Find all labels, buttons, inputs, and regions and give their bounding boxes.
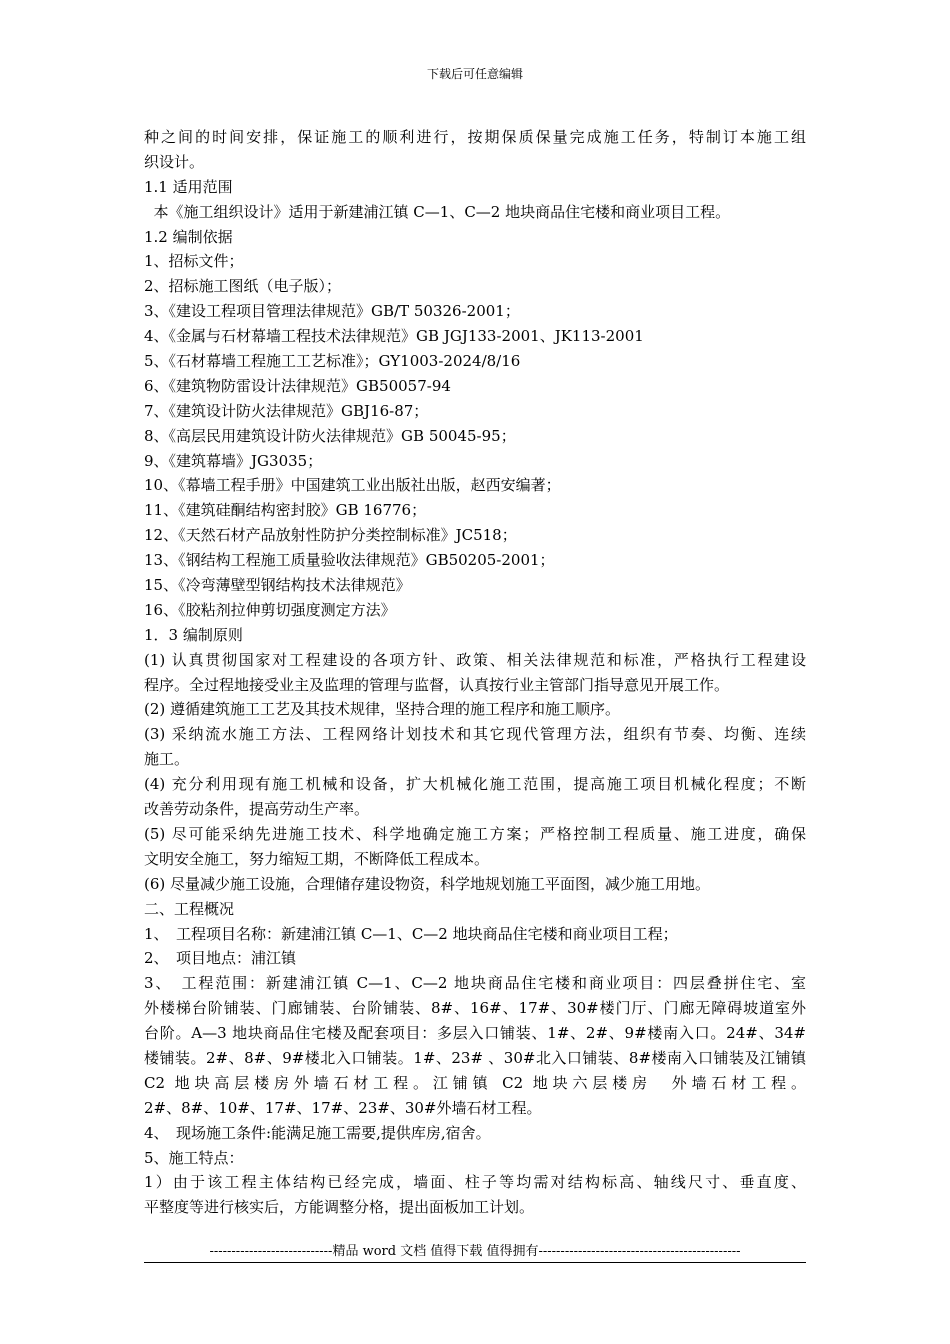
page-footer: ----------------------------精品 word 文档 值得下载 值得拥有---------------------------------------------- [209, 1244, 741, 1259]
footer-rule [144, 1262, 806, 1263]
text-line: 程序。全过程地接受业主及监理的管理与监督，认真按行业主管部门指导意见开展工作。 [144, 675, 730, 694]
section-heading: 1．3 编制原则 [144, 625, 243, 644]
text-line: 台阶。A—3 地块商品住宅楼及配套项目：多层入口铺装、1#、2#、9#楼南入口。24#、34# [144, 1024, 806, 1043]
list-item: 13、《钢结构工程施工质量验收法律规范》GB50205-2001； [144, 551, 555, 570]
list-item: 1、 工程项目名称：新建浦江镇 C—1、C—2 地块商品住宅楼和商业项目工程； [144, 924, 678, 943]
text-line: (4) 充分利用现有施工机械和设备，扩大机械化施工范围，提高施工项目机械化程度；不断 [144, 775, 806, 794]
list-item: 6、《建筑物防雷设计法律规范》GB50057-94 [144, 376, 451, 395]
text-line: 楼铺装。2#、8#、9#楼北入口铺装。1#、23# 、30#北入口铺装、8#楼南入口铺装及江铺镇 [144, 1048, 806, 1067]
text-line: 2#、8#、10#、17#、17#、23#、30#外墙石材工程。 [144, 1098, 542, 1117]
list-item: 7、《建筑设计防火法律规范》GBJ16-87； [144, 401, 429, 420]
text-line: 1）由于该工程主体结构已经完成，墙面、柱子等均需对结构标高、轴线尺寸、垂直度、 [144, 1173, 806, 1192]
section-heading: 1.1 适用范围 [144, 177, 233, 196]
list-item: 9、《建筑幕墙》JG3035； [144, 451, 323, 470]
list-item: 5、《石材幕墙工程施工工艺标准》；GY1003-2024/8/16 [144, 352, 521, 371]
text-line: 本《施工组织设计》适用于新建浦江镇 C—1、C—2 地块商品住宅楼和商业项目工程。 [144, 202, 731, 221]
list-item: 1、招标文件； [144, 252, 244, 271]
page-header: 下载后可任意编辑 [426, 67, 523, 81]
list-item: 2、 项目地点：浦江镇 [144, 949, 297, 968]
list-item: 11、《建筑硅酮结构密封胶》GB 16776； [144, 501, 427, 520]
text-line: 文明安全施工，努力缩短工期，不断降低工程成本。 [144, 849, 490, 868]
text-line: (1) 认真贯彻国家对工程建设的各项方针、政策、相关法律规范和标准，严格执行工程建设 [144, 650, 806, 669]
list-item: 4、《金属与石材幕墙工程技术法律规范》GB JGJ133-2001、JK113-2001 [144, 327, 644, 346]
text-line: (3) 采纳流水施工方法、工程网络计划技术和其它现代管理方法，组织有节奏、均衡、连续 [144, 725, 806, 744]
text-line: 织设计。 [144, 152, 205, 171]
list-item: 2、招标施工图纸（电子版）； [144, 277, 342, 296]
text-line: C2 地块高层楼房外墙石材工程。江铺镇 C2 地块六层楼房 外墙石材工程。 [144, 1073, 806, 1092]
list-item: 16、《胶粘剂拉伸剪切强度测定方法》 [144, 600, 396, 619]
section-heading: 二、工程概况 [144, 899, 235, 918]
section-heading: 1.2 编制依据 [144, 227, 233, 246]
list-item: 3、《建设工程项目管理法律规范》GB/T 50326-2001； [144, 302, 520, 321]
document-body [144, 125, 806, 1220]
text-line: 种之间的时间安排，保证施工的顺利进行，按期保质保量完成施工任务，特制订本施工组 [144, 128, 806, 146]
text-line: 平整度等进行核实后，方能调整分格，提出面板加工计划。 [144, 1198, 535, 1217]
text-line: 改善劳动条件，提高劳动生产率。 [144, 800, 370, 819]
text-line: (2) 遵循建筑施工工艺及其技术规律，坚持合理的施工程序和施工顺序。 [144, 700, 621, 719]
list-item: 10、《幕墙工程手册》中国建筑工业出版社出版，赵西安编著； [144, 476, 561, 495]
list-item: 15、《冷弯薄壁型钢结构技术法律规范》 [144, 576, 411, 595]
list-item: 5、施工特点： [144, 1148, 244, 1167]
text-line: (5) 尽可能采纳先进施工技术、科学地确定施工方案；严格控制工程质量、施工进度，确保 [144, 824, 806, 843]
list-item: 4、 现场施工条件:能满足施工需要,提供库房,宿舍。 [144, 1123, 491, 1142]
list-item: 8、《高层民用建筑设计防火法律规范》GB 50045-95； [144, 426, 516, 445]
text-line: 外楼梯台阶铺装、门廊铺装、台阶铺装、8#、16#、17#、30#楼门厅、门廊无障碍坡道室外 [144, 999, 806, 1018]
list-item: 3、 工程范围：新建浦江镇 C—1、C—2 地块商品住宅楼和商业项目：四层叠拼住宅、室 [144, 974, 806, 993]
text-line: (6) 尽量减少施工设施，合理储存建设物资，科学地规划施工平面图，减少施工用地。 [144, 874, 711, 893]
list-item: 12、《天然石材产品放射性防护分类控制标准》JC518； [144, 526, 517, 545]
text-line: 施工。 [144, 750, 190, 769]
